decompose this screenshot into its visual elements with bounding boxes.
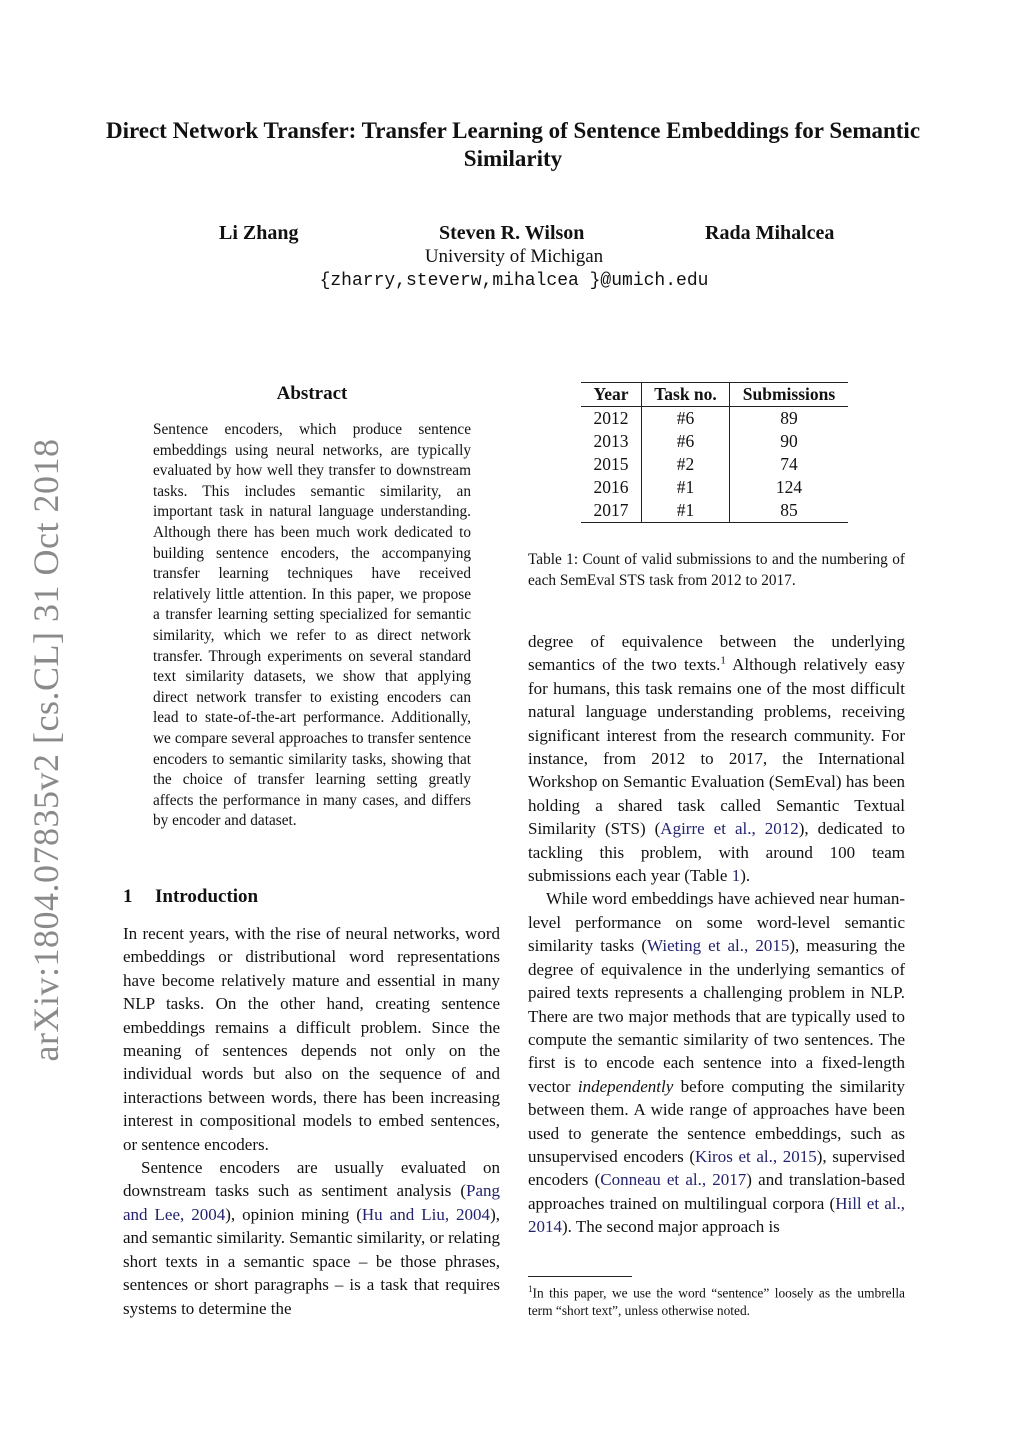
table-cell: #6 [642, 430, 730, 453]
author-1: Li Zhang [219, 222, 299, 244]
citation-link[interactable]: Wieting et al., 2015 [646, 936, 790, 956]
footnote [528, 1281, 905, 1320]
table-cell: 74 [780, 454, 798, 474]
table-cell: #1 [642, 499, 730, 523]
table-header-year: Year [581, 383, 642, 407]
author-3: Rada Mihalcea [705, 222, 835, 244]
table-cell: 85 [730, 499, 849, 523]
table-header-row [581, 383, 848, 407]
table-cell: 89 [780, 408, 798, 428]
emphasis: independently [577, 1076, 674, 1096]
table-header-task: Task no. [642, 383, 730, 407]
section-heading [123, 886, 258, 908]
intro-paragraph-2: Sentence encoders are usually evaluated on downstream tasks such as sentiment analysis (Pang and Lee, 2004), opinion mining (Hu and Liu, 2004), and semantic similarity. Semantic similarity, or relating short texts in a semantic space – be those phrases, sentences or short paragraphs – is a task that requires systems to determine the [123, 1158, 500, 1318]
abstract-heading: Abstract [276, 383, 348, 404]
left-column-body [123, 922, 500, 1320]
author-email: {zharry,steverw,mihalcea }@umich.edu [319, 271, 709, 291]
author-2: Steven R. Wilson [439, 222, 585, 244]
citation-link[interactable]: Pang and Lee, 2004 [123, 1181, 500, 1224]
right-column-body [528, 630, 905, 1239]
footnote-divider [528, 1276, 632, 1277]
table-row [581, 430, 848, 453]
table-row [581, 453, 848, 476]
citation-link[interactable]: Agirre et al., 2012 [660, 819, 799, 839]
table-cell: #2 [642, 453, 730, 476]
table-cell: #1 [642, 476, 730, 499]
intro-paragraph-3: degree of equivalence between the underlying semantics of the two texts.$^1$ Although relatively easy for humans, this task remains one of the most difficult natural language understanding problems, receiving significant interest from the research community. For instance, from 2012 to 2017, the International Workshop on Semantic Evaluation (SemEval) has been holding a shared task called Semantic Textual Similarity (STS) (Agirre et al., 2012), dedicated to tackling this problem, with around 100 team submissions each year (Table 1). [528, 632, 906, 886]
table-reference-link[interactable]: 1 [731, 866, 741, 886]
table-cell: 2012 [581, 407, 642, 431]
table-row [581, 407, 848, 431]
abstract-body: Sentence encoders, which produce sentence embeddings using neural networks, are typically evaluated by how well they transfer to downstream tasks. This includes semantic similarity, an important task in natural language understanding. Although there has been much work dedicated to building sentence encoders, the accompanying transfer learning techniques have received relatively little attention. In this paper, we propose a transfer learning setting specialized for semantic similarity, which we refer to as direct network transfer. Through experiments on several standard text similarity datasets, we show that applying direct network transfer to existing encoders can lead to state-of-the-art performance. Additionally, we compare several approaches to transfer sentence encoders to semantic similarity tasks, showing that the choice of transfer learning setting greatly affects the performance in many cases, and differs by encoder and dataset. [153, 421, 471, 830]
footnote-marker[interactable]: 1 [720, 654, 726, 667]
intro-paragraph-4: While word embeddings have achieved near human-level performance on some word-level semantic similarity tasks (Wieting et al., 2015), measuring the degree of equivalence in the underlying semantics of paired texts represents a challenging problem in NLP. There are two major methods that are typically used to compute the semantic similarity of two sentences. The first is to encode each sentence into a fixed-length vector independently before computing the similarity between them. A wide range of approaches have been used to generate the sentence embeddings, such as unsupervised encoders (Kiros et al., 2015), supervised encoders (Conneau et al., 2017) and translation-based approaches trained on multilingual corpora (Hill et al., 2014). The second major approach is [528, 889, 906, 1237]
arxiv-id[interactable]: arXiv:1804.07835v2 [cs.CL] 31 Oct 2018 [26, 438, 66, 1062]
table-cell: #6 [642, 407, 730, 431]
table-header-submissions: Submissions [730, 383, 849, 407]
section-number: 1 [123, 886, 133, 907]
citation-link[interactable]: Hu and Liu, 2004 [361, 1204, 491, 1224]
intro-paragraph-1: In recent years, with the rise of neural networks, word embeddings or distributional word representations have become relatively mature and essential in many NLP tasks. On the other hand, creating sentence embeddings remains a difficult problem. Since the meaning of sentences depends not only on the individual words but also on the sequence of and interactions between words, there has been increasing interest in compositional models to embed sentences, or sentence encoders. [123, 924, 500, 1154]
table-cell: 90 [780, 431, 798, 451]
citation-link[interactable]: Hill et al., 2014 [528, 1193, 906, 1237]
submissions-table [581, 382, 848, 523]
table-cell: 124 [775, 477, 803, 497]
table-caption: Table 1: Count of valid submissions to and the numbering of each SemEval STS task from 2012 to 2017. [528, 551, 905, 589]
table-cell: 2015 [581, 453, 642, 476]
footnote-number: 1 [528, 1284, 533, 1294]
table-row [581, 476, 848, 499]
paper-title: Direct Network Transfer: Transfer Learning of Sentence Embeddings for Semantic Similarity [105, 118, 921, 171]
citation-link[interactable]: Kiros et al., 2015 [695, 1146, 817, 1166]
section-title: Introduction [155, 886, 259, 907]
citation-link[interactable]: Conneau et al., 2017 [600, 1170, 747, 1190]
table-cell: 2016 [581, 476, 642, 499]
table-row [581, 499, 848, 523]
table-cell: 2017 [581, 499, 642, 523]
affiliation: University of Michigan [424, 246, 604, 267]
footnote-text: In this paper, we use the word “sentence” loosely as the umbrella term “short text”, unless otherwise noted. [528, 1285, 905, 1319]
table-cell: 2013 [581, 430, 642, 453]
